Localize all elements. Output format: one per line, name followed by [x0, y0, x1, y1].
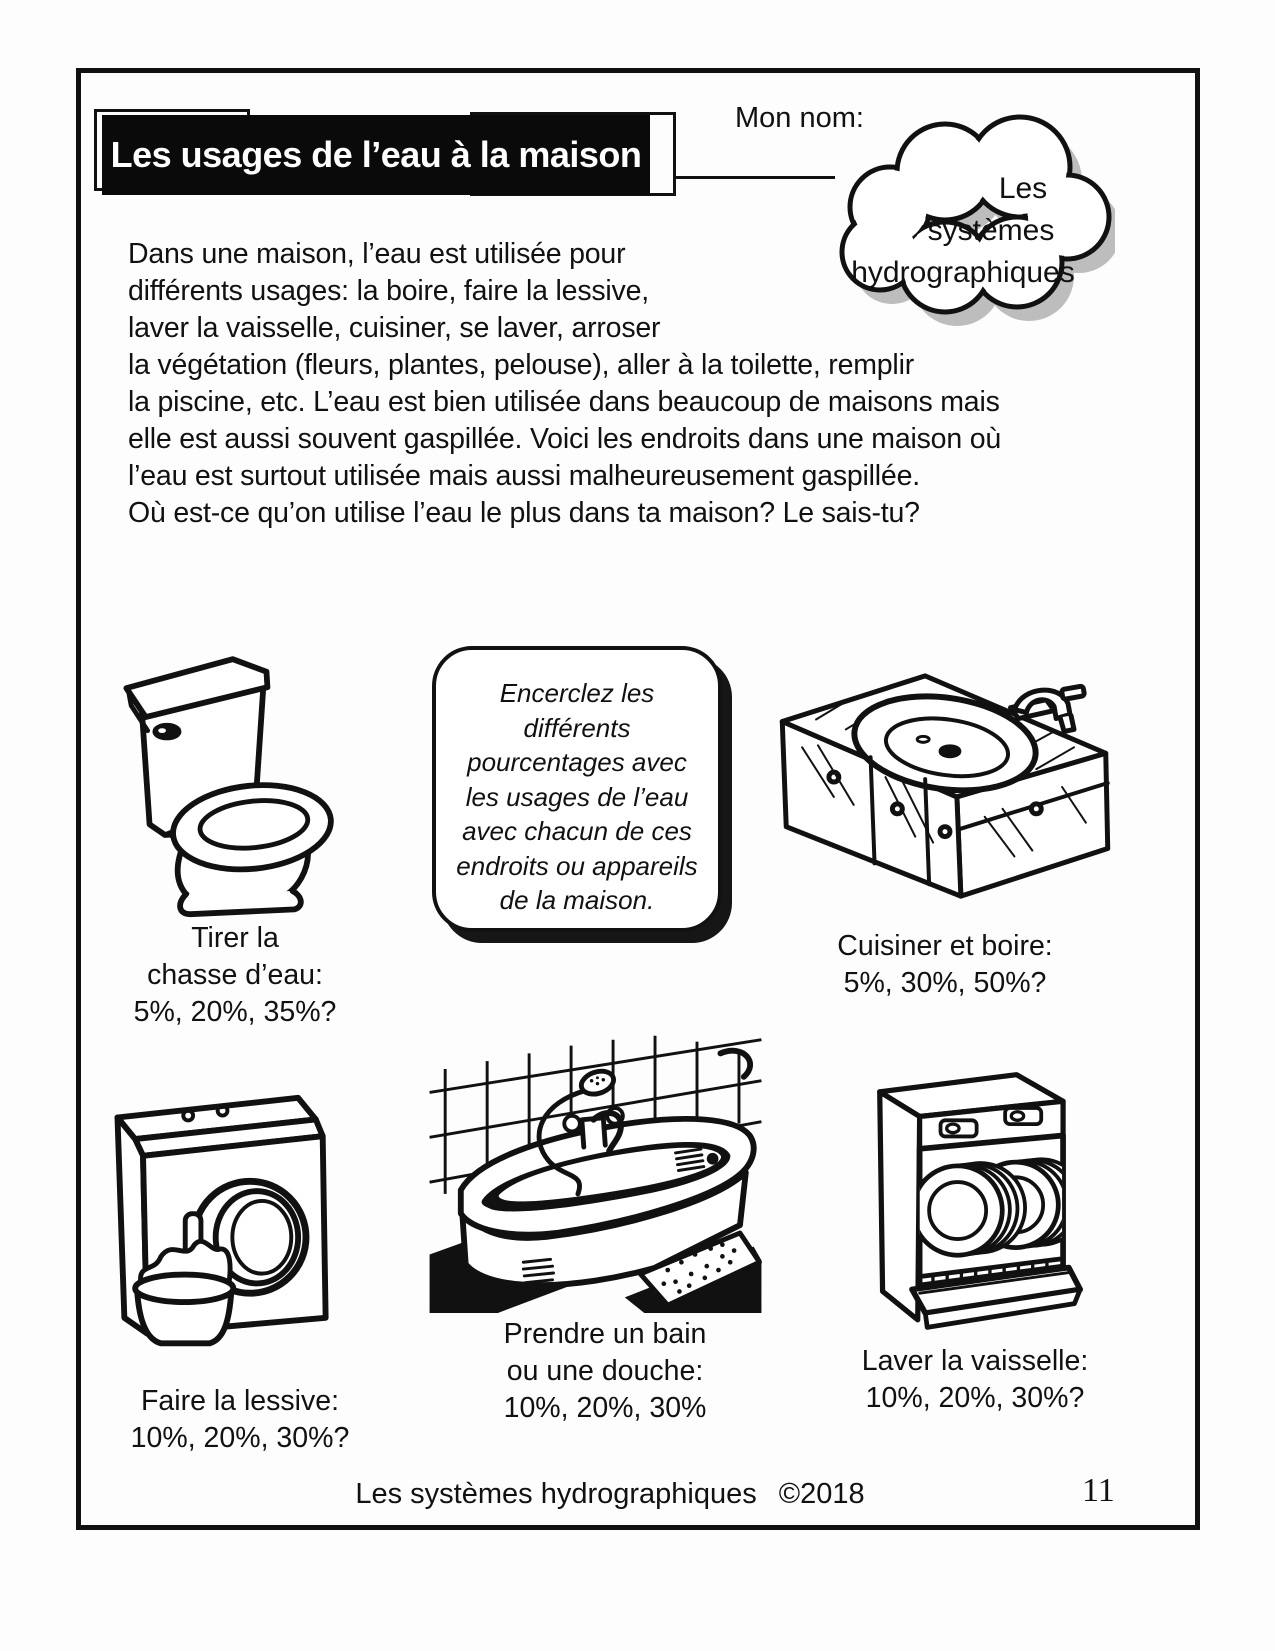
- caption-line: Tirer la: [191, 922, 279, 954]
- text-line: Dans une maison, l’eau est utilisée pour: [128, 238, 626, 270]
- instruction-box: [432, 646, 722, 932]
- instruction-line: les usages de l’eau: [465, 781, 689, 812]
- instruction-line: pourcentages avec: [467, 747, 687, 777]
- caption-line: Prendre un bain: [503, 1318, 707, 1350]
- page-number: 11: [1082, 1472, 1115, 1509]
- sink-vanity-illustration: [775, 658, 1115, 916]
- caption-line: 10%, 20%, 30%?: [130, 1422, 350, 1454]
- caption-line: Laver la vaisselle:: [861, 1345, 1089, 1377]
- text-line: Où est-ce qu’on utilise l’eau le plus dans ta maison? Le sais-tu?: [128, 497, 920, 529]
- cloud-icon: [795, 112, 1115, 350]
- dishwasher-caption: [825, 1343, 1125, 1417]
- instruction-line: avec chacun de ces: [462, 816, 692, 846]
- bathtub-caption: [455, 1316, 755, 1427]
- text-line: différents usages: la boire, faire la lessive,: [128, 275, 649, 307]
- footer-copyright: ©2018: [778, 1478, 865, 1510]
- footer-series-title: Les systèmes hydrographiques: [355, 1478, 757, 1510]
- cloud-text-line: hydrographiques: [851, 256, 1075, 289]
- footer: [320, 1478, 900, 1511]
- toilet-illustration: [105, 635, 340, 920]
- text-line: elle est aussi souvent gaspillée. Voici les endroits dans une maison où: [128, 423, 1002, 455]
- page-title: Les usages de l’eau à la maison: [102, 115, 650, 195]
- bathtub-illustration: [428, 1028, 763, 1313]
- cloud-text-line: Les: [998, 172, 1048, 205]
- washer-caption: [95, 1383, 385, 1457]
- caption-line: Cuisiner et boire:: [837, 930, 1053, 962]
- instruction-line: Encerclez les: [499, 678, 655, 708]
- caption-line: chasse d’eau:: [147, 959, 323, 991]
- instruction-line: différents: [523, 712, 631, 743]
- text-line: l’eau est surtout utilisée mais aussi malheureusement gaspillée.: [128, 460, 920, 492]
- caption-line: 10%, 20%, 30%?: [865, 1382, 1085, 1414]
- instruction-line: de la maison.: [499, 885, 655, 915]
- caption-line: 5%, 30%, 50%?: [843, 967, 1047, 999]
- caption-line: 5%, 20%, 35%?: [133, 996, 337, 1028]
- caption-line: 10%, 20%, 30%: [503, 1392, 707, 1424]
- text-line: la piscine, etc. L’eau est bien utilisée dans beaucoup de maisons mais: [128, 386, 1000, 418]
- name-label: Mon nom:: [735, 102, 864, 134]
- washing-machine-illustration: [90, 1080, 360, 1370]
- text-line: la végétation (fleurs, plantes, pelouse), aller à la toilette, remplir: [128, 349, 914, 381]
- cloud-text-line: systèmes: [927, 214, 1055, 247]
- instruction-line: endroits ou appareils: [456, 850, 698, 881]
- dishwasher-illustration: [852, 1050, 1087, 1335]
- toilet-caption: [95, 920, 375, 1031]
- text-line: laver la vaisselle, cuisiner, se laver, arroser: [128, 312, 661, 344]
- cloud-callout: [795, 112, 1115, 350]
- caption-line: Faire la lessive:: [141, 1385, 339, 1417]
- caption-line: ou une douche:: [506, 1355, 704, 1387]
- sink-caption: [795, 928, 1095, 1002]
